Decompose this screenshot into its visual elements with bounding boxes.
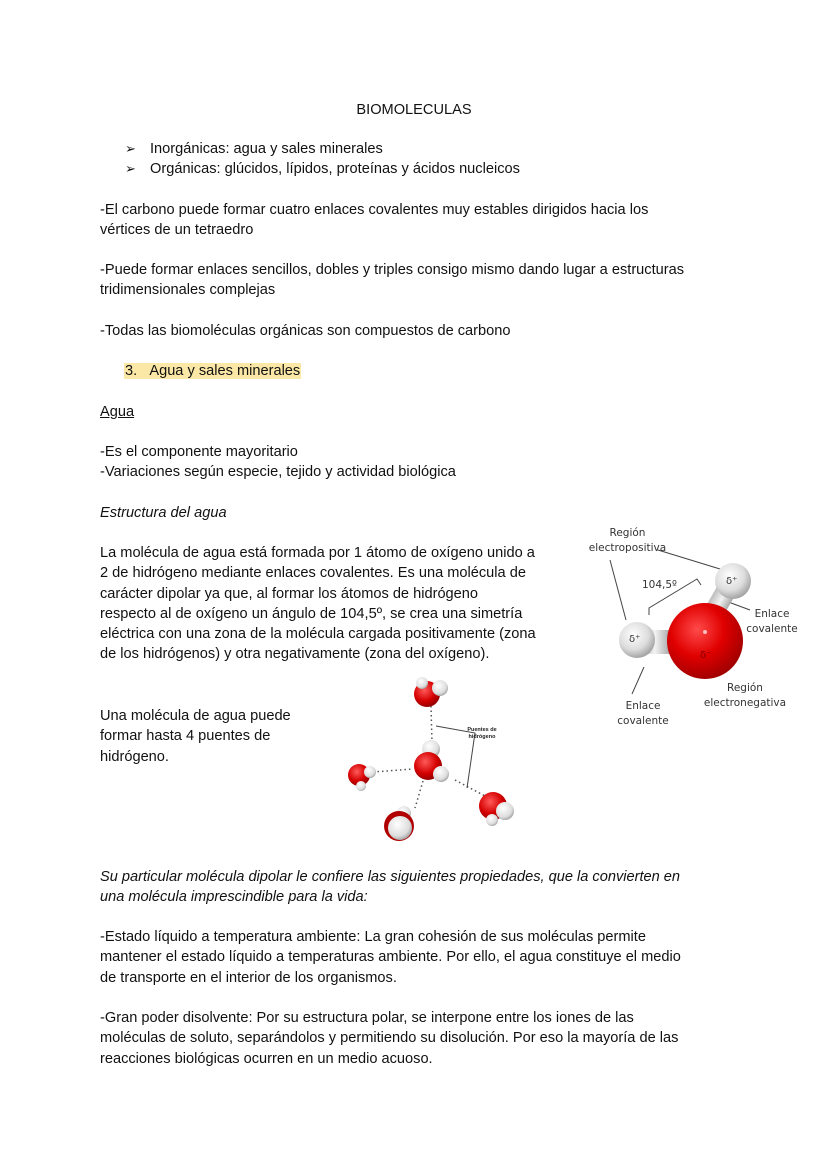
estructura-heading: Estructura del agua — [100, 505, 227, 521]
region-electronegativa-label: Región electronegativa — [703, 682, 787, 709]
puentes-hidrogeno-label: Puentes de hidrógeno — [467, 727, 497, 740]
bullet-text: Orgánicas: glúcidos, lípidos, proteínas y ácidos nucleicos — [150, 161, 520, 177]
o-charge-label: δ⁻ — [700, 650, 712, 661]
carbon-point-1-line-2: vértices de un tetraedro — [100, 222, 254, 238]
paragraph-line: mantener el estado líquido a temperaturas ambiente. Por ello, el agua constituye el medio — [100, 949, 681, 966]
enlace-covalente-right-label: Enlace covalente — [746, 608, 798, 635]
paragraph-line: eléctrica con una zona de la molécula cargada positivamente (zona — [100, 626, 536, 643]
paragraph-line: La molécula de agua está formada por 1 átomo de oxígeno unido a — [100, 545, 535, 561]
paragraph-line: hidrógeno. — [100, 748, 169, 765]
carbon-point-2-line-2: tridimensionales complejas — [100, 282, 276, 298]
paragraph-line: reacciones biológicas ocurren en un medio acuoso. — [100, 1050, 433, 1067]
h-charge-label: δ⁺ — [629, 634, 641, 645]
agua-point: -Es el componente mayoritario — [100, 444, 298, 460]
subsection-heading: Agua — [100, 404, 135, 420]
paragraph-line: de transporte en el interior de los organismos. — [100, 969, 397, 986]
paragraph-line: carácter dipolar ya que, al formar los átomos de hidrógeno — [100, 585, 479, 602]
bullet-item — [125, 139, 383, 159]
paragraph-line: -Gran poder disolvente: Por su estructura polar, se interpone entre los iones de las — [100, 1010, 634, 1026]
paragraph-line: respecto al de oxígeno un ángulo de 104,5º, se crea una simetría — [100, 605, 523, 622]
paragraph-line: Una molécula de agua puede — [100, 708, 291, 724]
hydrogen-bonds-diagram-icon — [335, 668, 530, 848]
carbon-point-1-line-1: -El carbono puede formar cuatro enlaces covalentes muy estables dirigidos hacia los — [100, 202, 649, 218]
hydrogen-bonds-figure — [335, 668, 530, 848]
bullet-text: Inorgánicas: agua y sales minerales — [150, 141, 383, 157]
h-charge-label: δ⁺ — [726, 576, 738, 587]
carbon-point-2-line-1: -Puede formar enlaces sencillos, dobles y triples consigo mismo dando lugar a estructuras — [100, 262, 685, 278]
section-title: Agua y sales minerales — [149, 363, 301, 379]
section-heading — [124, 361, 301, 381]
puentes-paragraph — [100, 706, 291, 767]
propiedades-intro-line-2: una molécula imprescindible para la vida: — [100, 889, 368, 905]
arrowhead-bullet-icon: ➢ — [125, 141, 136, 156]
paragraph-line: moléculas de soluto, separándolos y permitiendo su disolución. Por eso la mayoría de las — [100, 1030, 679, 1047]
carbon-point-3: -Todas las biomoléculas orgánicas son compuestos de carbono — [100, 323, 511, 339]
angle-label: 104,5º — [642, 579, 678, 591]
arrowhead-bullet-icon: ➢ — [125, 161, 136, 176]
propiedad-poder-disolvente — [100, 1008, 678, 1069]
propiedad-estado-liquido — [100, 927, 681, 988]
paragraph-line: de los hidrógenos) y otra negativamente (zona del oxígeno). — [100, 646, 490, 663]
water-molecule-figure — [560, 522, 810, 737]
section-number: 3. — [125, 363, 138, 379]
enlace-covalente-left-label: Enlace covalente — [617, 700, 669, 727]
propiedades-intro-line-1: Su particular molécula dipolar le confiere las siguientes propiedades, que la convierten en — [100, 869, 681, 885]
bullet-item — [125, 159, 520, 179]
region-electropositiva-label: Región electropositiva — [588, 527, 667, 554]
agua-point: -Variaciones según especie, tejido y actividad biológica — [100, 464, 456, 480]
paragraph-line: formar hasta 4 puentes de — [100, 728, 271, 745]
paragraph-line: -Estado líquido a temperatura ambiente: La gran cohesión de sus moléculas permite — [100, 929, 646, 945]
paragraph-line: 2 de hidrógeno mediante enlaces covalentes. Es una molécula de — [100, 565, 526, 582]
page-title: BIOMOLECULAS — [356, 102, 472, 118]
estructura-paragraph — [100, 543, 536, 665]
